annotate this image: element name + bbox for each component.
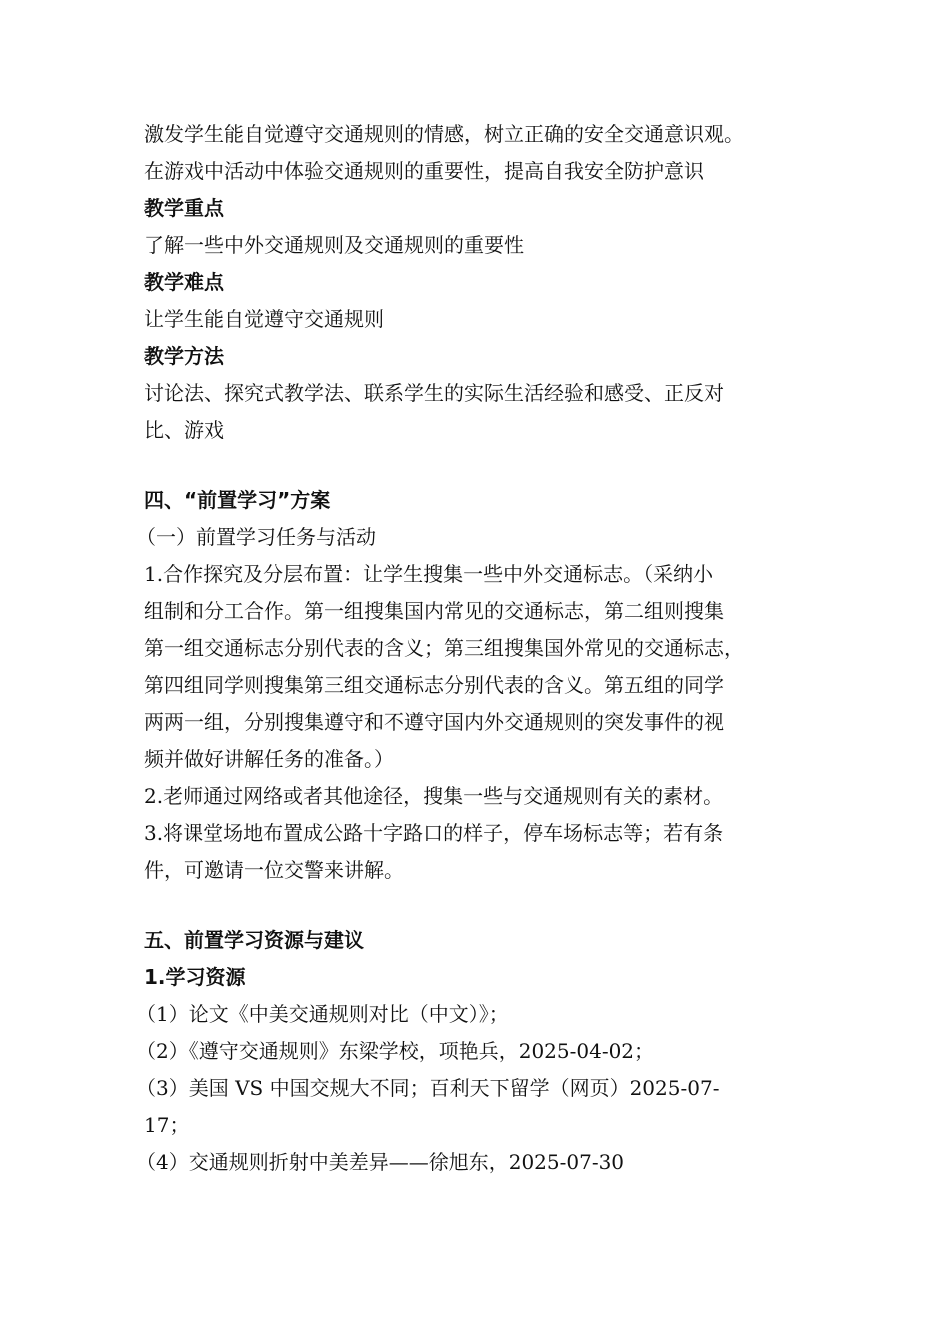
section-spacer (144, 889, 814, 922)
methods-text-line: 比、游戏 (144, 418, 224, 442)
section4-item3-line: 3.将课堂场地布置成公路十字路口的样子，停车场标志等；若有条 (144, 821, 724, 845)
section5-subheading: 1.学习资源 (144, 965, 246, 989)
section4-item1-line: 组制和分工合作。第一组搜集国内常见的交通标志，第二组则搜集 (144, 599, 724, 623)
section4-item3-line: 件，可邀请一位交警来讲解。 (144, 858, 404, 882)
difficulties-text: 让学生能自觉遵守交通规则 (144, 307, 384, 331)
section5-heading: 五、前置学习资源与建议 (144, 928, 364, 952)
resource-item-continued: 17； (144, 1113, 190, 1137)
section4-item1-line: 第一组交通标志分别代表的含义；第三组搜集国外常见的交通标志， (144, 636, 744, 660)
objective-line: 激发学生能自觉遵守交通规则的情感，树立正确的安全交通意识观。 (144, 122, 744, 146)
methods-heading: 教学方法 (144, 344, 224, 368)
section4-item1-line: 频并做好讲解任务的准备。） (144, 747, 394, 771)
document-page (136, 116, 814, 1181)
key-points-text: 了解一些中外交通规则及交通规则的重要性 (144, 233, 524, 257)
section4-item2: 2.老师通过网络或者其他途径，搜集一些与交通规则有关的素材。 (144, 784, 724, 808)
section4-subheading: （一）前置学习任务与活动 (136, 525, 376, 549)
section4-item1-line: 两两一组，分别搜集遵守和不遵守国内外交通规则的突发事件的视 (144, 710, 724, 734)
resource-item: （3）美国 VS 中国交规大不同；百利天下留学（网页）2025-07- (136, 1076, 720, 1100)
difficulties-heading: 教学难点 (144, 270, 224, 294)
resource-item: （2）《遵守交通规则》东梁学校，项艳兵，2025-04-02； (136, 1039, 655, 1063)
resource-item: （4）交通规则折射中美差异——徐旭东，2025-07-30 (136, 1150, 625, 1174)
resource-item: （1）论文《中美交通规则对比（中文）》； (136, 1002, 509, 1026)
objective-line: 在游戏中活动中体验交通规则的重要性，提高自我安全防护意识 (144, 159, 704, 183)
section4-item1-line: 第四组同学则搜集第三组交通标志分别代表的含义。第五组的同学 (144, 673, 724, 697)
section-spacer (144, 449, 814, 482)
section4-item1-line: 1.合作探究及分层布置：让学生搜集一些中外交通标志。（采纳小 (144, 562, 714, 586)
section4-heading: 四、“前置学习”方案 (144, 488, 331, 512)
key-points-heading: 教学重点 (144, 196, 224, 220)
methods-text-line: 讨论法、探究式教学法、联系学生的实际生活经验和感受、正反对 (144, 381, 724, 405)
